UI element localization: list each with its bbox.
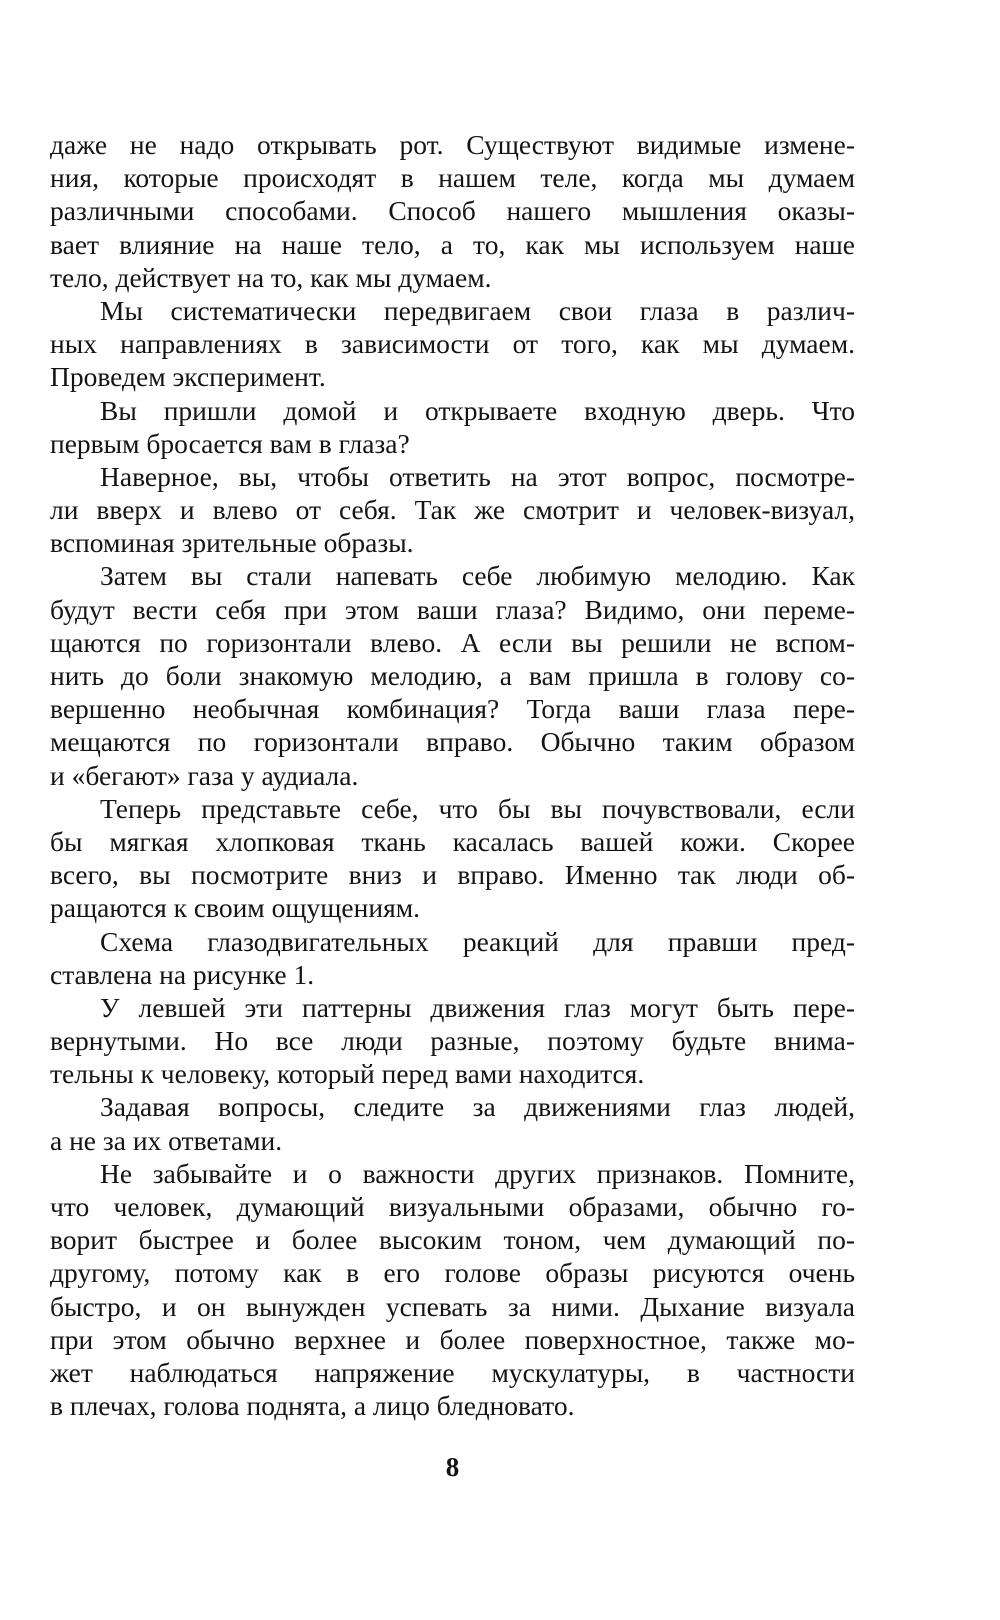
text-line: Затем вы стали напевать себе любимую мелодию. Как: [100, 560, 855, 592]
paragraph: [50, 925, 855, 991]
paragraph: [50, 128, 855, 294]
text-line: вершенно необычная комбинация? Тогда ваши глаза пере-: [50, 693, 855, 725]
text-line: ращаются к своим ощущениям.: [50, 892, 421, 924]
paragraph: [50, 1090, 855, 1156]
text-line: ния, которые происходят в нашем теле, когда мы думаем: [50, 162, 855, 194]
text-line: будут вести себя при этом ваши глаза? Видимо, они переме-: [50, 593, 855, 625]
text-line: другому, потому как в его голове образы рисуются очень: [50, 1257, 855, 1289]
text-line: быстро, и он вынужден успевать за ними. Дыхание визуала: [50, 1290, 855, 1322]
text-line: всего, вы посмотрите вниз и вправо. Именно так люди об-: [50, 859, 855, 891]
text-line: различными способами. Способ нашего мышления оказы-: [50, 195, 855, 227]
text-line: Теперь представьте себе, что бы вы почувствовали, если: [100, 792, 855, 824]
paragraph: [50, 991, 855, 1091]
text-line: ли вверх и влево от себя. Так же смотрит и человек-визуал,: [50, 494, 855, 526]
text-line: в плечах, голова поднята, а лицо бледновато.: [50, 1390, 575, 1422]
text-line: Мы систематически передвигаем свои глаза в различ-: [100, 294, 855, 326]
text-line: вает влияние на наше тело, а то, как мы используем наше: [50, 228, 855, 260]
text-line: бы мягкая хлопковая ткань касалась вашей кожи. Скорее: [50, 825, 855, 857]
text-line: тельны к человеку, который перед вами находится.: [50, 1058, 645, 1090]
text-line: ворит быстрее и более высоким тоном, чем думающий по-: [50, 1224, 855, 1256]
text-line: Схема глазодвигательных реакций для правши пред-: [100, 925, 855, 957]
text-line: вспоминая зрительные образы.: [50, 527, 414, 559]
text-line: Проведем эксперимент.: [50, 361, 326, 393]
page-number: 8: [445, 1452, 460, 1482]
text-line: жет наблюдаться напряжение мускулатуры, в частности: [50, 1356, 855, 1388]
text-line: вернутыми. Но все люди разные, поэтому будьте внима-: [50, 1025, 855, 1057]
text-line: Наверное, вы, чтобы ответить на этот вопрос, посмотре-: [100, 460, 855, 492]
text-line: первым бросается вам в глаза?: [50, 427, 410, 459]
paragraph: [50, 394, 855, 460]
text-line: мещаются по горизонтали вправо. Обычно таким образом: [50, 726, 855, 758]
paragraph: [50, 1157, 855, 1423]
text-line: и «бегают» газа у аудиала.: [50, 759, 359, 791]
text-line: Задавая вопросы, следите за движениями глаз людей,: [100, 1091, 855, 1123]
body-text: [50, 128, 855, 1422]
paragraph: [50, 559, 855, 791]
text-line: ставлена на рисунке 1.: [50, 958, 315, 990]
text-line: Не забывайте и о важности других признаков. Помните,: [100, 1157, 855, 1189]
text-line: что человек, думающий визуальными образами, обычно го-: [50, 1191, 855, 1222]
paragraph: [50, 294, 855, 394]
text-line: ных направлениях в зависимости от того, как мы думаем.: [50, 328, 855, 360]
text-line: тело, действует на то, как мы думаем.: [50, 261, 492, 293]
paragraph: [50, 792, 855, 925]
text-line: даже не надо открывать рот. Существуют видимые измене-: [50, 129, 855, 160]
text-line: при этом обычно верхнее и более поверхностное, также мо-: [50, 1323, 855, 1355]
text-line: нить до боли знакомую мелодию, а вам пришла в голову со-: [50, 660, 855, 691]
paragraph: [50, 460, 855, 560]
text-line: щаются по горизонтали влево. А если вы решили не вспом-: [50, 626, 855, 658]
text-line: Вы пришли домой и открываете входную дверь. Что: [100, 394, 855, 426]
text-line: а не за их ответами.: [50, 1124, 283, 1156]
text-line: У левшей эти паттерны движения глаз могут быть пере-: [100, 991, 855, 1023]
